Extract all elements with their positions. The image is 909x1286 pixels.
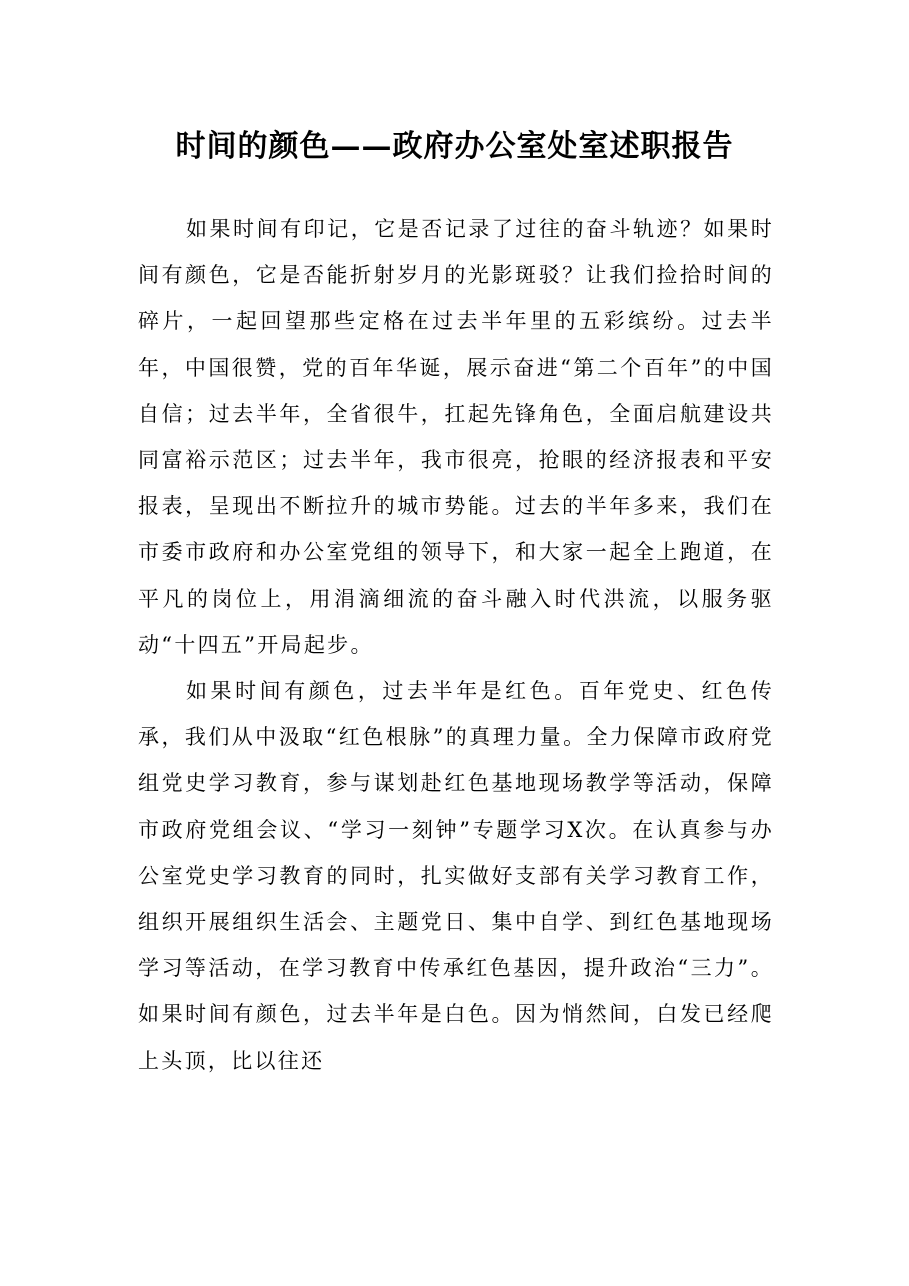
document-title: 时间的颜色——政府办公室处室述职报告 (175, 129, 734, 164)
paragraph: 如果时间有颜色，过去半年是红色。百年党史、红色传承，我们从中汲取“红色根脉”的真理力量。全力保障市政府党组党史学习教育，参与谋划赴红色基地现场教学等活动，保障市政府党组会议、“学习一刻钟”专题学习X次。在认真参与办公室党史学习教育的同时，扎实做好支部有关学习教育工作，组织开展组织生活会、主题党日、集中自学、到红色基地现场学习等活动，在学习教育中传承红色基因，提升政治“三力”。如果时间有颜色，过去半年是白色。因为悄然间，白发已经爬上头顶，比以往还 (138, 679, 774, 1073)
paragraph: 如果时间有印记，它是否记录了过往的奋斗轨迹？如果时间有颜色，它是否能折射岁月的光影斑驳？让我们捡拾时间的碎片，一起回望那些定格在过去半年里的五彩缤纷。过去半年，中国很赞，党的百年华诞，展示奋进“第二个百年”的中国自信；过去半年，全省很牛，扛起先锋角色，全面启航建设共同富裕示范区；过去半年，我市很亮，抢眼的经济报表和平安报表，呈现出不断拉升的城市势能。过去的半年多来，我们在市委市政府和办公室党组的领导下，和大家一起全上跑道，在平凡的岗位上，用涓滴细流的奋斗融入时代洪流，以服务驱动“十四五”开局起步。 (138, 217, 774, 657)
document-body (138, 206, 774, 1084)
